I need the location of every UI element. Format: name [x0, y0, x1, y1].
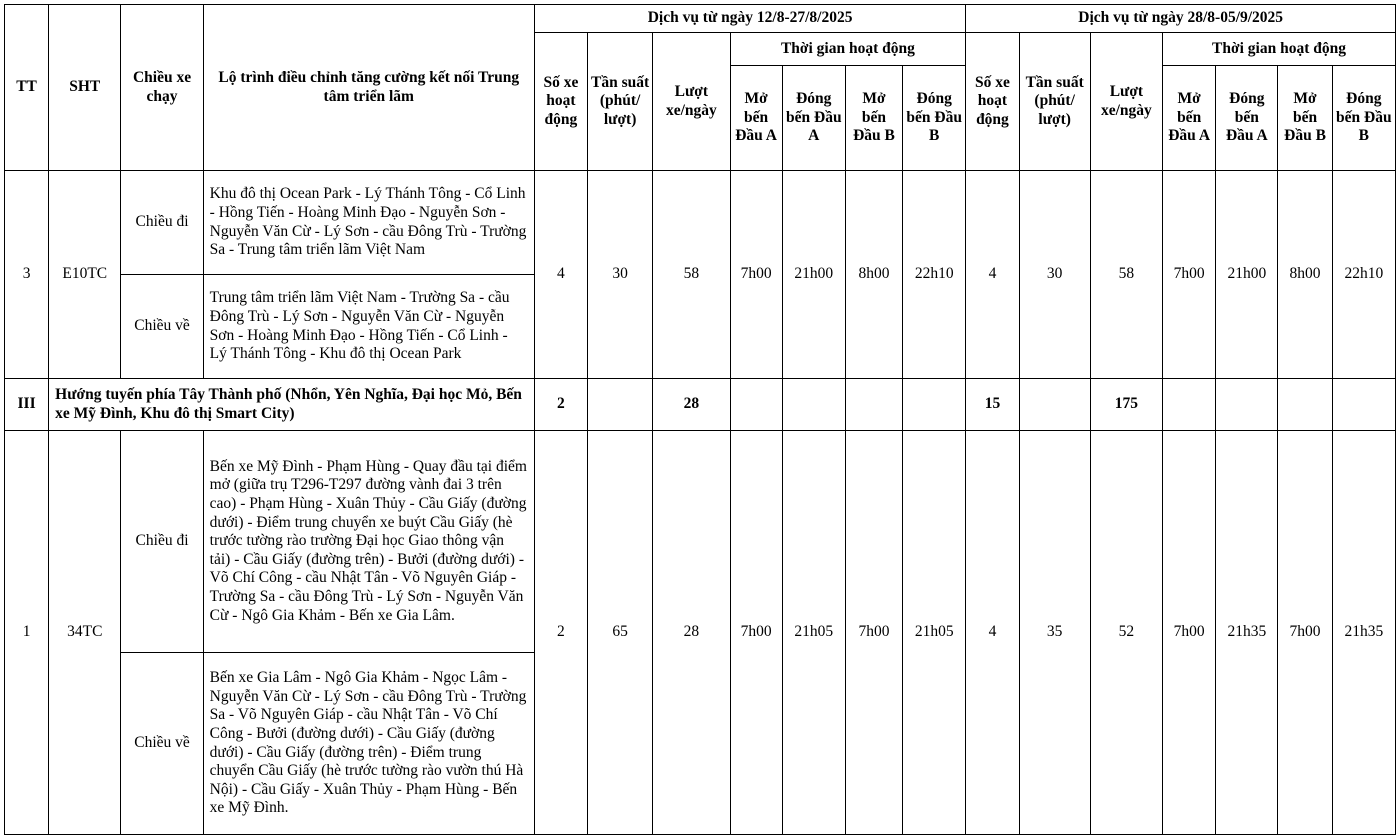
header-p2-dong-b: Đóng bến Đầu B — [1332, 66, 1395, 171]
header-p1-dong-b: Đóng bến Đầu B — [903, 66, 966, 171]
p2-mo-a: 7h00 — [1163, 431, 1216, 835]
empty-cell — [588, 379, 653, 431]
p1-dong-b: 21h05 — [903, 431, 966, 835]
header-sht: SHT — [49, 5, 121, 171]
empty-cell — [1278, 379, 1332, 431]
p2-tan-suat: 30 — [1019, 171, 1090, 379]
bus-schedule-table — [4, 4, 1396, 835]
p1-dong-a: 21h05 — [782, 431, 845, 835]
header-p1-luot: Lượt xe/ngày — [653, 33, 730, 171]
row-tt: 3 — [5, 171, 49, 379]
group-title: Hướng tuyến phía Tây Thành phố (Nhổn, Yên Nghĩa, Đại học Mỏ, Bến xe Mỹ Đình, Khu đô thị Smart City) — [49, 379, 535, 431]
p1-tan-suat: 65 — [588, 431, 653, 835]
header-p1-mo-b: Mở bến Đầu B — [845, 66, 902, 171]
direction-label: Chiều đi — [121, 171, 203, 275]
p1-luot: 58 — [653, 171, 730, 379]
direction-label: Chiều về — [121, 653, 203, 835]
p1-dong-a: 21h00 — [782, 171, 845, 379]
header-p2-thoi-gian: Thời gian hoạt động — [1163, 33, 1396, 66]
header-p1-so-xe: Số xe hoạt động — [534, 33, 587, 171]
p2-so-xe: 4 — [966, 431, 1019, 835]
p1-luot: 28 — [653, 431, 730, 835]
empty-cell — [1216, 379, 1278, 431]
header-p2-dong-a: Đóng bến Đầu A — [1216, 66, 1278, 171]
group-p1-so-xe: 2 — [534, 379, 587, 431]
p2-dong-a: 21h00 — [1216, 171, 1278, 379]
header-p1-dong-a: Đóng bến Đầu A — [782, 66, 845, 171]
header-period-2: Dịch vụ từ ngày 28/8-05/9/2025 — [966, 5, 1396, 33]
p2-dong-a: 21h35 — [1216, 431, 1278, 835]
group-tt: III — [5, 379, 49, 431]
p1-mo-a: 7h00 — [730, 171, 782, 379]
group-p2-so-xe: 15 — [966, 379, 1019, 431]
group-p2-luot: 175 — [1090, 379, 1162, 431]
p1-mo-b: 8h00 — [845, 171, 902, 379]
empty-cell — [730, 379, 782, 431]
route-description: Trung tâm triển lãm Việt Nam - Trường Sa - cầu Đông Trù - Lý Sơn - Nguyễn Văn Cừ - Nguyễn Sơn - Hoàng Minh Đạo - Hồng Tiến - Cổ Linh - Lý Thánh Tông - Khu đô thị Ocean Park — [203, 275, 534, 379]
direction-label: Chiều đi — [121, 431, 203, 653]
header-p2-mo-b: Mở bến Đầu B — [1278, 66, 1332, 171]
p1-mo-a: 7h00 — [730, 431, 782, 835]
empty-cell — [903, 379, 966, 431]
row-tt: 1 — [5, 431, 49, 835]
p2-mo-b: 8h00 — [1278, 171, 1332, 379]
header-p2-mo-a: Mở bến Đầu A — [1163, 66, 1216, 171]
group-row — [5, 379, 1396, 431]
route-description: Khu đô thị Ocean Park - Lý Thánh Tông - Cổ Linh - Hồng Tiến - Hoàng Minh Đạo - Nguyễn Sơn - Nguyễn Văn Cừ - Lý Sơn - cầu Đông Trù - Trường Sa - Trung tâm triển lãm Việt Nam — [203, 171, 534, 275]
header-p1-mo-a: Mở bến Đầu A — [730, 66, 782, 171]
p2-dong-b: 22h10 — [1332, 171, 1395, 379]
p2-tan-suat: 35 — [1019, 431, 1090, 835]
header-p1-thoi-gian: Thời gian hoạt động — [730, 33, 966, 66]
header-p1-tan-suat: Tần suất (phút/ lượt) — [588, 33, 653, 171]
route-description: Bến xe Mỹ Đình - Phạm Hùng - Quay đầu tại điểm mở (giữa trụ T296-T297 đường vành đai 3 trên cao) - Phạm Hùng - Xuân Thủy - Cầu Giấy (đường dưới) - Điểm trung chuyển xe buýt Cầu Giấy (hè trước tường rào trường Đại học Giao thông vận tải) - Cầu Giấy (đường trên) - Bưởi (đường dưới) - Võ Chí Công - cầu Nhật Tân - Võ Nguyên Giáp - Trường Sa - cầu Đông Trù - Lý Sơn - Nguyễn Văn Cừ - Ngô Gia Khảm - Bến xe Gia Lâm. — [203, 431, 534, 653]
empty-cell — [782, 379, 845, 431]
p2-luot: 58 — [1090, 171, 1162, 379]
p2-luot: 52 — [1090, 431, 1162, 835]
group-p1-luot: 28 — [653, 379, 730, 431]
p2-so-xe: 4 — [966, 171, 1019, 379]
route-description: Bến xe Gia Lâm - Ngô Gia Khảm - Ngọc Lâm - Nguyễn Văn Cừ - Lý Sơn - cầu Đông Trù - Trường Sa - Võ Nguyên Giáp - cầu Nhật Tân - Võ Chí Công - Bưởi (đường dưới) - Cầu Giấy (đường dưới) - Cầu Giấy (đường trên) - Điểm trung chuyển Cầu Giấy (hè trước tường rào vườn thú Hà Nội) - Cầu Giấy - Xuân Thủy - Phạm Hùng - Bến xe Mỹ Đình. — [203, 653, 534, 835]
empty-cell — [1019, 379, 1090, 431]
p2-mo-a: 7h00 — [1163, 171, 1216, 379]
empty-cell — [845, 379, 902, 431]
p1-so-xe: 4 — [534, 171, 587, 379]
header-period-1: Dịch vụ từ ngày 12/8-27/8/2025 — [534, 5, 966, 33]
header-row-1 — [5, 5, 1396, 33]
header-direction: Chiều xe chạy — [121, 5, 203, 171]
p1-so-xe: 2 — [534, 431, 587, 835]
route-code: 34TC — [49, 431, 121, 835]
p2-mo-b: 7h00 — [1278, 431, 1332, 835]
direction-label: Chiều về — [121, 275, 203, 379]
table-row — [5, 171, 1396, 275]
p2-dong-b: 21h35 — [1332, 431, 1395, 835]
table-row — [5, 431, 1396, 653]
p1-dong-b: 22h10 — [903, 171, 966, 379]
header-route: Lộ trình điều chỉnh tăng cường kết nối Trung tâm triển lãm — [203, 5, 534, 171]
header-p2-tan-suat: Tần suất (phút/ lượt) — [1019, 33, 1090, 171]
p1-tan-suat: 30 — [588, 171, 653, 379]
p1-mo-b: 7h00 — [845, 431, 902, 835]
header-p2-so-xe: Số xe hoạt động — [966, 33, 1019, 171]
header-p2-luot: Lượt xe/ngày — [1090, 33, 1162, 171]
header-tt: TT — [5, 5, 49, 171]
empty-cell — [1163, 379, 1216, 431]
route-code: E10TC — [49, 171, 121, 379]
empty-cell — [1332, 379, 1395, 431]
